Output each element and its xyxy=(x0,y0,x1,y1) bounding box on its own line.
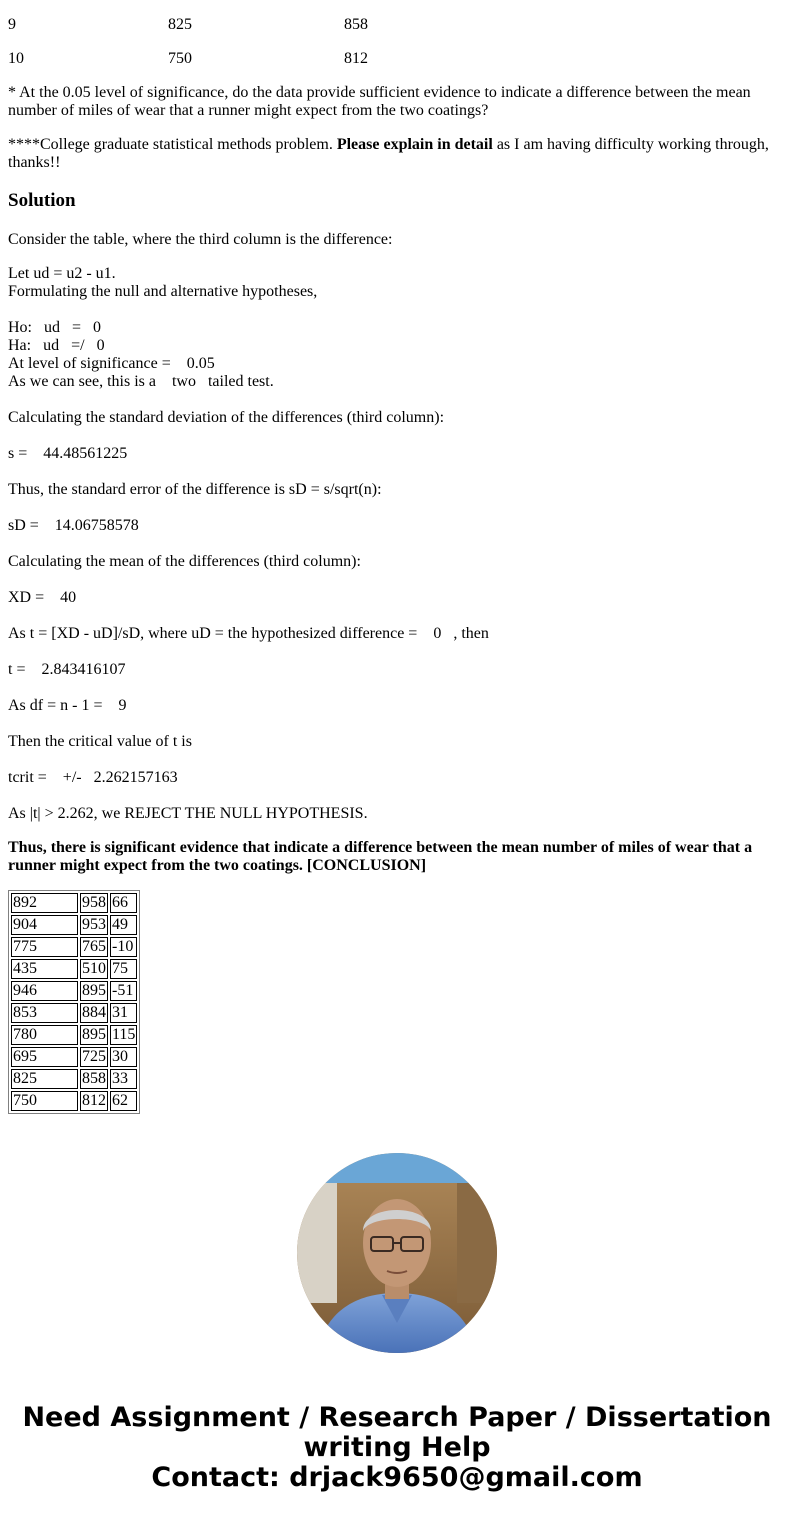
formulating-text: Formulating the null and alternative hypotheses, xyxy=(8,283,318,300)
row10-value-b: 812 xyxy=(344,50,368,67)
table-cell-difference: -10 xyxy=(110,937,137,957)
table-cell-difference: 49 xyxy=(110,915,137,935)
mean-intro: Calculating the mean of the differences (third column): xyxy=(8,553,361,570)
banner-line-1: Need Assignment / Research Paper / Dissertation xyxy=(22,1402,772,1433)
table-cell-difference: 31 xyxy=(110,1003,137,1023)
std-dev-value: s = 44.48561225 xyxy=(8,445,128,462)
table-cell-difference: 66 xyxy=(110,893,137,913)
table-row xyxy=(11,1047,137,1067)
row9-value-a: 825 xyxy=(168,16,192,33)
table-cell-sample1: 750 xyxy=(11,1091,78,1111)
banner-line-2: writing Help xyxy=(303,1432,491,1463)
std-error-intro: Thus, the standard error of the difference is sD = s/sqrt(n): xyxy=(8,481,382,498)
table-cell-sample2: 725 xyxy=(82,1048,106,1065)
table-cell-difference: 33 xyxy=(110,1069,137,1089)
banner-line-3: Contact: drjack9650@gmail.com xyxy=(151,1462,643,1493)
significance-level: At level of significance = 0.05 xyxy=(8,355,215,372)
t-formula: As t = [XD - uD]/sD, where uD = the hypothesized difference = 0 , then xyxy=(8,625,489,642)
conclusion: Thus, there is significant evidence that indicate a difference between the mean number of miles of wear that a runner might expect from the two coatings. [CONCLUSION] xyxy=(8,839,753,874)
table-cell-sample1: 825 xyxy=(11,1069,78,1089)
table-cell-sample1: 904 xyxy=(11,915,78,935)
table-row xyxy=(11,1069,137,1089)
request-note-emphasis: Please explain in detail xyxy=(336,136,493,153)
row9-index: 9 xyxy=(8,16,16,33)
t-statistic: t = 2.843416107 xyxy=(8,661,126,678)
alternative-hypothesis: Ha: ud =/ 0 xyxy=(8,337,105,354)
table-cell-sample1: 780 xyxy=(11,1025,78,1045)
degrees-of-freedom: As df = n - 1 = 9 xyxy=(8,697,127,714)
row9-value-b: 858 xyxy=(344,16,368,33)
critical-value: tcrit = +/- 2.262157163 xyxy=(8,769,178,786)
table-row xyxy=(11,981,137,1001)
table-cell-difference: 75 xyxy=(110,959,137,979)
request-note-suffix: as I am having difficulty working through, thanks!! xyxy=(8,136,769,171)
table-cell-sample1: 892 xyxy=(11,893,78,913)
table-row xyxy=(11,1025,137,1045)
critical-value-intro: Then the critical value of t is xyxy=(8,733,192,750)
table-cell-sample2: 958 xyxy=(82,894,106,911)
table-cell-sample1: 695 xyxy=(11,1047,78,1067)
table-cell-sample2: 953 xyxy=(82,916,106,933)
table-cell-sample1: 435 xyxy=(11,959,78,979)
solution-intro: Consider the table, where the third column is the difference: xyxy=(8,231,393,248)
table-cell-sample2: 895 xyxy=(82,1026,106,1043)
row10-value-a: 750 xyxy=(168,50,192,67)
table-cell-sample2: 884 xyxy=(82,1004,106,1021)
table-cell-sample2: 812 xyxy=(82,1092,106,1109)
table-cell-sample1: 946 xyxy=(11,981,78,1001)
table-cell-sample2: 765 xyxy=(82,938,106,955)
table-row xyxy=(11,915,137,935)
table-cell-sample2: 510 xyxy=(82,960,106,977)
tutor-photo-icon xyxy=(297,1153,497,1353)
difference-table xyxy=(8,890,140,1114)
define-difference: Let ud = u2 - u1. xyxy=(8,265,116,282)
table-row xyxy=(11,1003,137,1023)
null-hypothesis: Ho: ud = 0 xyxy=(8,319,102,336)
request-note-prefix: ****College graduate statistical methods problem. xyxy=(8,136,337,153)
table-row xyxy=(11,1091,137,1111)
decision: As |t| > 2.262, we REJECT THE NULL HYPOTHESIS. xyxy=(8,805,368,822)
row10-index: 10 xyxy=(8,50,24,67)
std-dev-intro: Calculating the standard deviation of the differences (third column): xyxy=(8,409,445,426)
table-row xyxy=(11,893,137,913)
solution-heading: Solution xyxy=(8,190,76,211)
request-note xyxy=(8,136,778,172)
table-cell-sample2: 895 xyxy=(82,982,106,999)
table-cell-difference: -51 xyxy=(110,981,137,1001)
table-cell-sample2: 858 xyxy=(82,1070,106,1087)
table-row xyxy=(11,959,137,979)
question-text: * At the 0.05 level of significance, do the data provide sufficient evidence to indicate a difference between the mean number of miles of wear that a runner might expect from the two coatings? xyxy=(8,84,751,119)
std-error-value: sD = 14.06758578 xyxy=(8,517,139,534)
table-cell-sample1: 853 xyxy=(11,1003,78,1023)
promo-banner xyxy=(0,1403,794,1493)
table-cell-sample1: 775 xyxy=(11,937,78,957)
mean-value: XD = 40 xyxy=(8,589,77,606)
tail-type: As we can see, this is a two tailed test. xyxy=(8,373,274,390)
table-cell-difference: 62 xyxy=(110,1091,137,1111)
table-cell-difference: 115 xyxy=(112,1026,136,1043)
table-cell-difference: 30 xyxy=(110,1047,137,1067)
table-row xyxy=(11,937,137,957)
